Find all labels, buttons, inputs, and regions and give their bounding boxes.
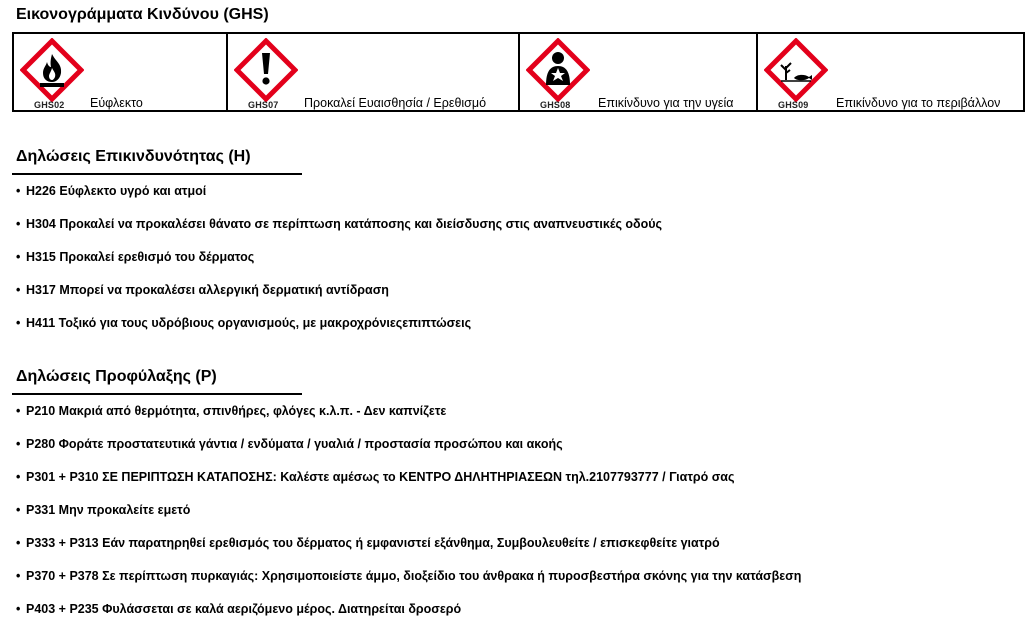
precaution-item <box>16 437 563 451</box>
hazard-text: H226 Εύφλεκτο υγρό και ατμοί <box>26 184 207 198</box>
ghs-cell-ghs02 <box>14 34 228 110</box>
bullet: • <box>16 536 21 550</box>
exclamation-icon <box>234 38 298 102</box>
bullet: • <box>16 569 21 583</box>
ghs-cell-ghs09 <box>758 34 1023 110</box>
hazard-text: H317 Μπορεί να προκαλέσει αλλεργική δερματική αντίδραση <box>26 283 389 297</box>
precaution-item <box>16 470 735 484</box>
precaution-text: P280 Φοράτε προστατευτικά γάντια / ενδύματα / γυαλιά / προστασία προσώπου και ακοής <box>26 437 563 451</box>
precaution-text: P331 Μην προκαλείτε εμετό <box>26 503 191 517</box>
ghs-label: Προκαλεί Ευαισθησία / Ερεθισμό <box>304 96 487 110</box>
precaution-text: P403 + P235 Φυλάσσεται σε καλά αεριζόμενο μέρος. Διατηρείται δροσερό <box>26 602 462 616</box>
ghs-code: GHS09 <box>778 100 809 110</box>
bullet: • <box>16 470 21 484</box>
ghs-code: GHS07 <box>248 100 279 110</box>
ghs-cell-ghs08 <box>520 34 758 110</box>
bullet: • <box>16 602 21 616</box>
precaution-text: P370 + P378 Σε περίπτωση πυρκαγιάς: Χρησιμοποιείστε άμμο, διοξείδιο του άνθρακα ή πυροσβεστήρα σκόνης για την κατάσβεση <box>26 569 802 583</box>
bullet: • <box>16 404 21 418</box>
precaution-text: P333 + P313 Εάν παρατηρηθεί ερεθισμός του δέρματος ή εμφανιστεί εξάνθημα, Συμβουλευθείτε / επισκεφθείτε γιατρό <box>26 536 720 550</box>
precaution-item <box>16 404 446 418</box>
hazard-text: H315 Προκαλεί ερεθισμό του δέρματος <box>26 250 255 264</box>
hazard-item <box>16 217 662 231</box>
hazard-text: H304 Προκαλεί να προκαλέσει θάνατο σε περίπτωση κατάποσης και διείσδυσης στις αναπνευστικές οδούς <box>26 217 663 231</box>
precaution-item <box>16 503 190 517</box>
ghs-code: GHS08 <box>540 100 571 110</box>
bullet: • <box>16 283 21 297</box>
precaution-section-rule <box>12 393 302 395</box>
ghs-label: Επικίνδυνο για την υγεία <box>598 96 734 110</box>
hazard-item <box>16 184 206 198</box>
bullet: • <box>16 217 21 231</box>
ghs-label: Εύφλεκτο <box>90 96 143 110</box>
ghs-cell-ghs07 <box>228 34 520 110</box>
ghs-label: Επικίνδυνο για το περιβάλλον <box>836 96 1001 110</box>
ghs-code: GHS02 <box>34 100 65 110</box>
precaution-text: P301 + P310 ΣΕ ΠΕΡΙΠΤΩΣΗ ΚΑΤΑΠΟΣΗΣ: Καλέστε αμέσως το ΚΕΝΤΡΟ ΔΗΛΗΤΗΡΙΑΣΕΩΝ τηλ.2107793777 / Γιατρό σας <box>26 470 735 484</box>
flame-icon <box>20 38 84 102</box>
precaution-text: P210 Μακριά από θερμότητα, σπινθήρες, φλόγες κ.λ.π. - Δεν καπνίζετε <box>26 404 447 418</box>
precaution-item <box>16 569 801 583</box>
hazard-item <box>16 250 254 264</box>
ghs-title: Εικονογράμματα Κινδύνου (GHS) <box>16 6 269 23</box>
ghs-pictogram-table <box>12 32 1025 112</box>
hazard-text: H411 Τοξικό για τους υδρόβιους οργανισμούς, με μακροχρόνιεςεπιπτώσεις <box>26 316 472 330</box>
precaution-item <box>16 536 720 550</box>
hazard-item <box>16 283 389 297</box>
hazard-section-title: Δηλώσεις Επικινδυνότητας (H) <box>16 148 251 165</box>
hazard-section-rule <box>12 173 302 175</box>
environment-icon <box>764 38 828 102</box>
hazard-item <box>16 316 471 330</box>
precaution-item <box>16 602 461 616</box>
health-hazard-icon <box>526 38 590 102</box>
bullet: • <box>16 437 21 451</box>
precaution-section-title: Δηλώσεις Προφύλαξης (P) <box>16 368 217 385</box>
bullet: • <box>16 184 21 198</box>
bullet: • <box>16 250 21 264</box>
bullet: • <box>16 503 21 517</box>
bullet: • <box>16 316 21 330</box>
